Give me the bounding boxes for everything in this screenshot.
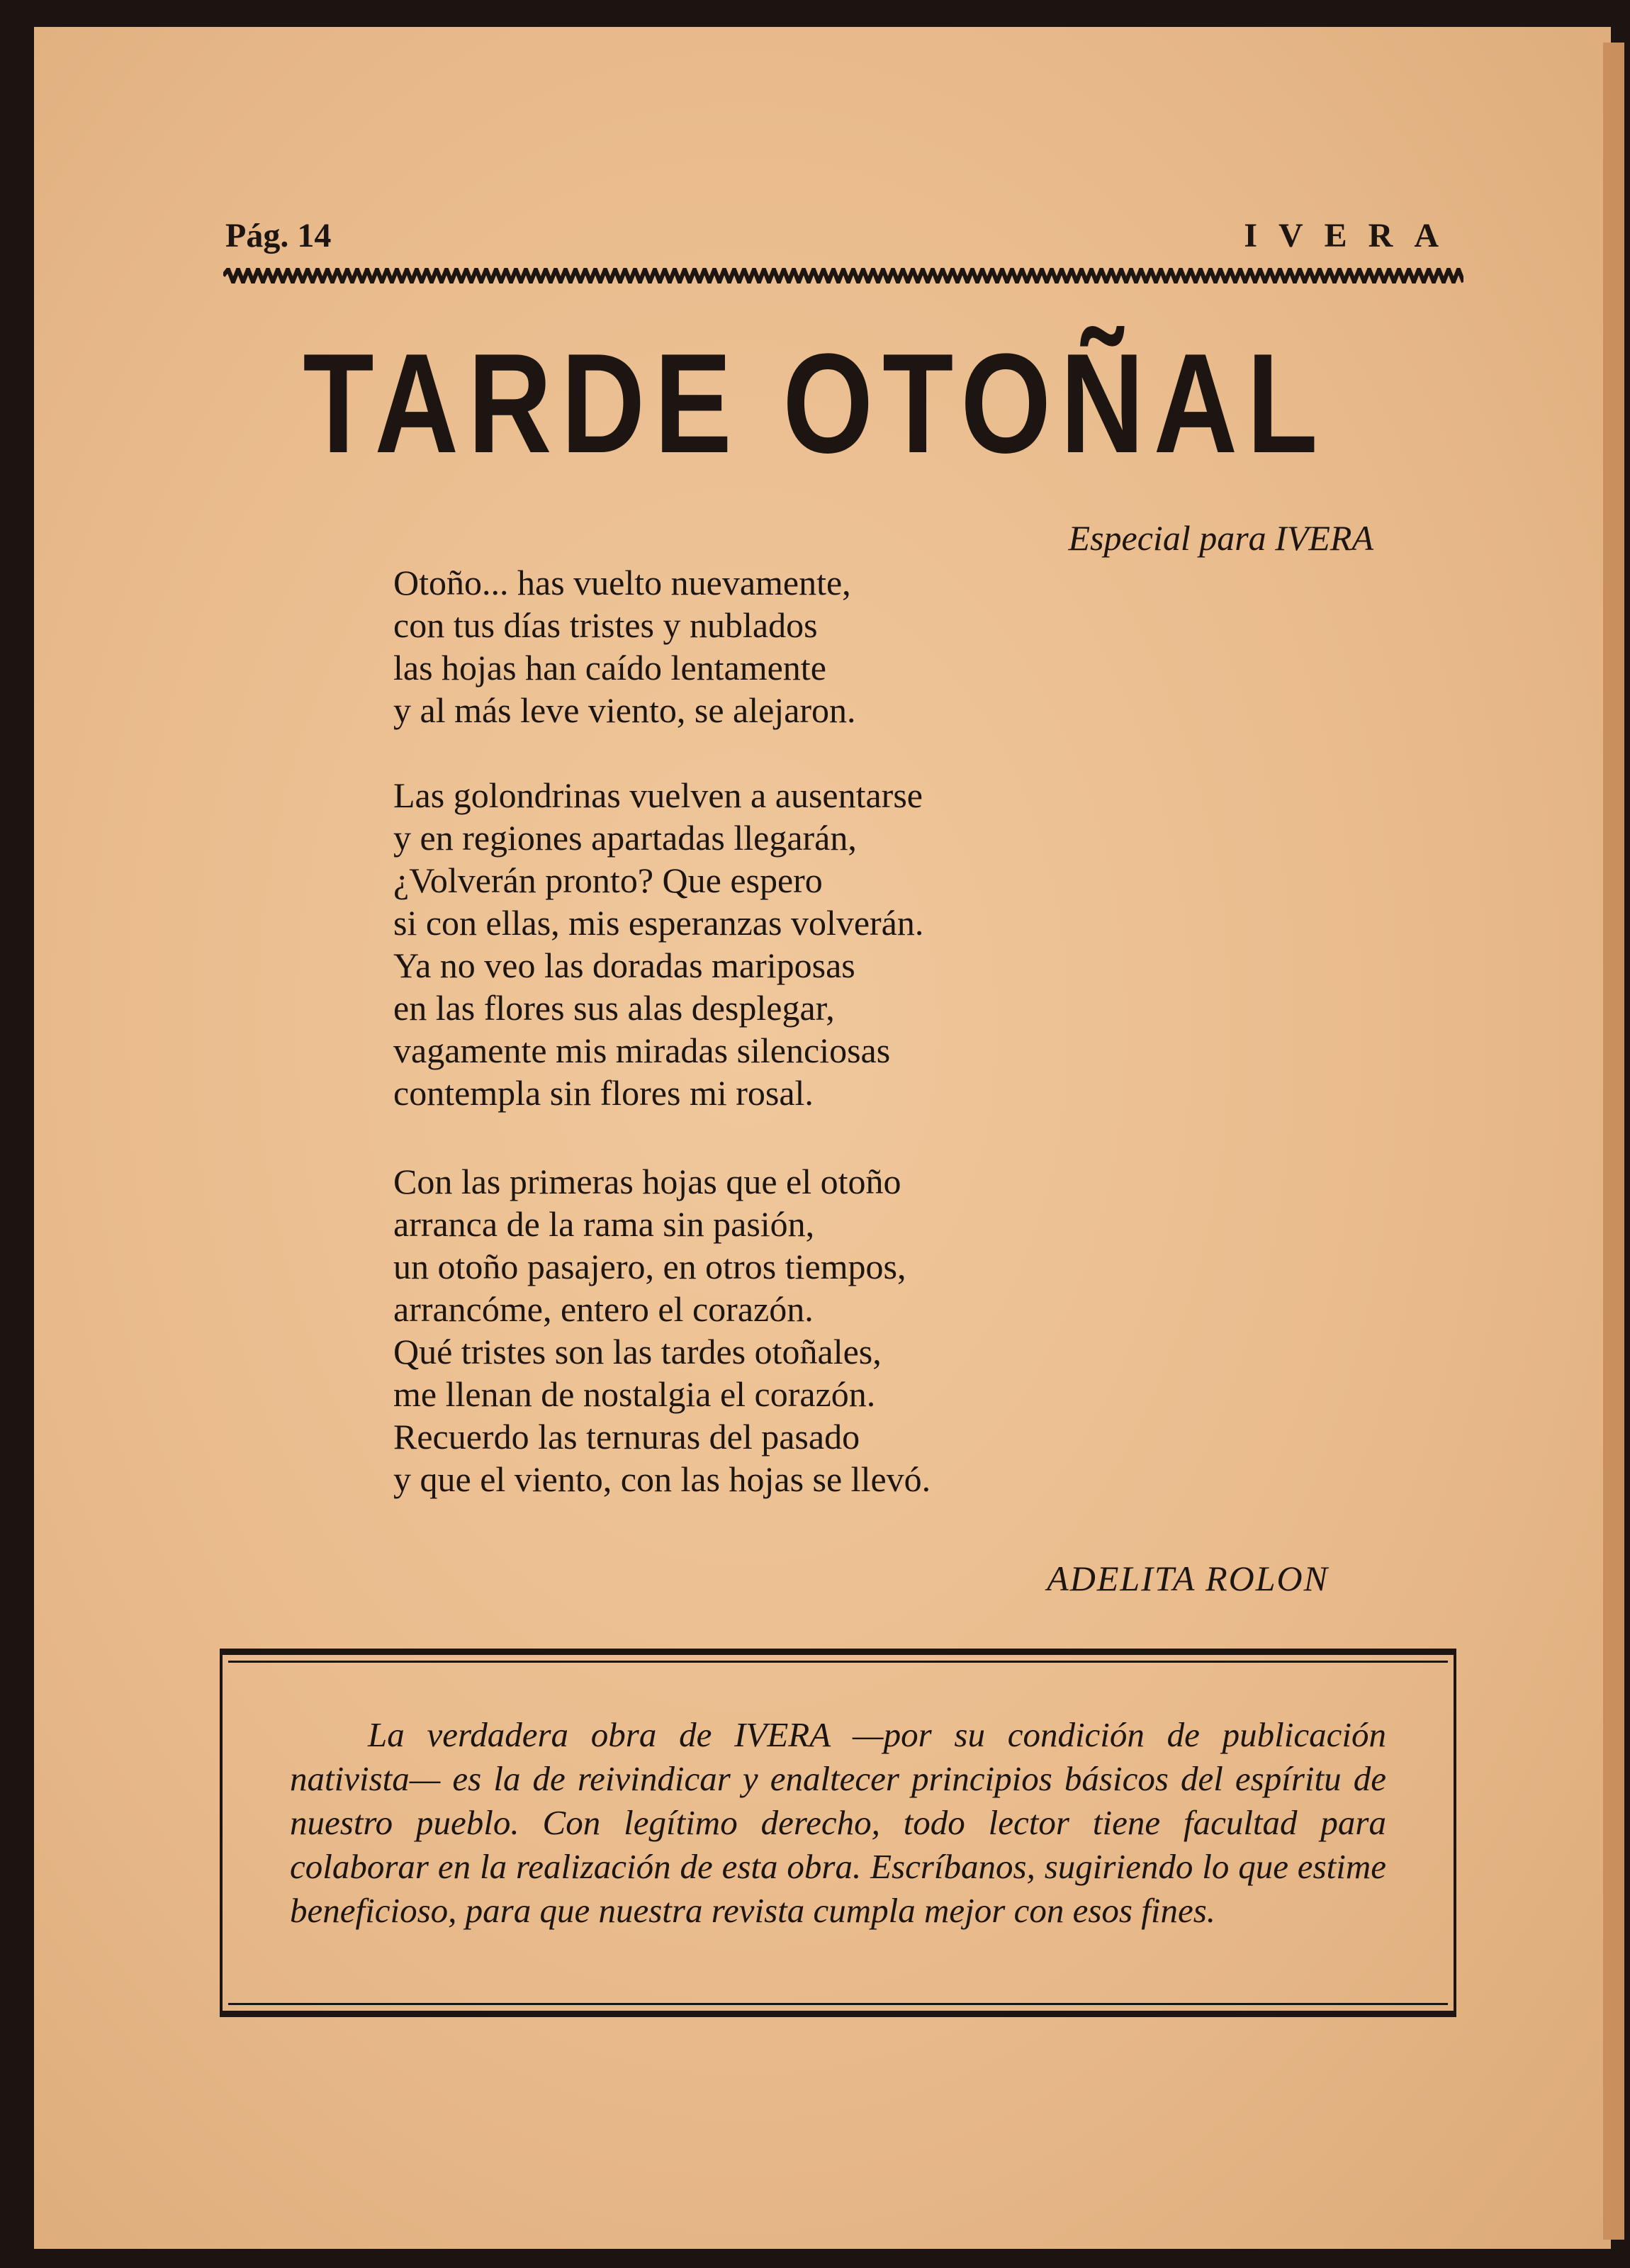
zigzag-rule <box>223 268 1463 284</box>
poem-line: si con ellas, mis esperanzas volverán. <box>393 903 924 943</box>
poem-line: arranca de la rama sin pasión, <box>393 1204 815 1244</box>
poem-line: con tus días tristes y nublados <box>393 605 818 645</box>
poem-line: Recuerdo las ternuras del pasado <box>393 1417 860 1456</box>
dedication: Especial para IVERA <box>1068 518 1373 558</box>
poem-line: contempla sin flores mi rosal. <box>393 1073 814 1113</box>
poem-line: ¿Volverán pronto? Que espero <box>393 860 823 900</box>
page-number: Pág. 14 <box>225 217 332 254</box>
stanza <box>393 561 856 731</box>
poem-line: arrancóme, entero el corazón. <box>393 1289 814 1329</box>
poem-line: un otoño pasajero, en otros tiempos, <box>393 1247 906 1286</box>
masthead: IVERA <box>1244 217 1460 254</box>
stanza <box>393 774 923 1114</box>
poem-line: y al más leve viento, se alejaron. <box>393 690 856 730</box>
poem-line: Qué tristes son las tardes otoñales, <box>393 1332 882 1371</box>
poem-line: y que el viento, con las hojas se llevó. <box>393 1459 931 1499</box>
poem-line: Las golondrinas vuelven a ausentarse <box>393 775 923 815</box>
poem-line: me llenan de nostalgia el corazón. <box>393 1374 876 1414</box>
poem-line: Ya no veo las doradas mariposas <box>393 945 855 985</box>
poem-line: vagamente mis miradas silenciosas <box>393 1031 891 1070</box>
adjacent-page-edge <box>1603 43 1624 2240</box>
notice-text: La verdadera obra de IVERA —por su condición de publicación nativista— es la de reivindicar y enaltecer principios básicos del espíritu de nuestro pueblo. Con legítimo derecho, todo lector tiene facultad para colaborar en la realización de esta obra. Escríbanos, sugiriendo lo que estime beneficioso, para que nuestra revista cumpla mejor con esos fines. <box>290 1715 1386 1930</box>
poem-line: Con las primeras hojas que el otoño <box>393 1162 901 1201</box>
zigzag-line <box>223 269 1463 282</box>
poem-line: en las flores sus alas desplegar, <box>393 988 835 1028</box>
notice-box <box>220 1649 1456 2017</box>
author-signature: ADELITA ROLON <box>1047 1559 1329 1598</box>
poem-line: las hojas han caído lentamente <box>393 648 826 687</box>
poem-title: TARDE OTOÑAL <box>303 325 1327 483</box>
poem-line: y en regiones apartadas llegarán, <box>393 818 857 858</box>
stanza <box>393 1160 931 1500</box>
poem-line: Otoño... has vuelto nuevamente, <box>393 563 851 602</box>
